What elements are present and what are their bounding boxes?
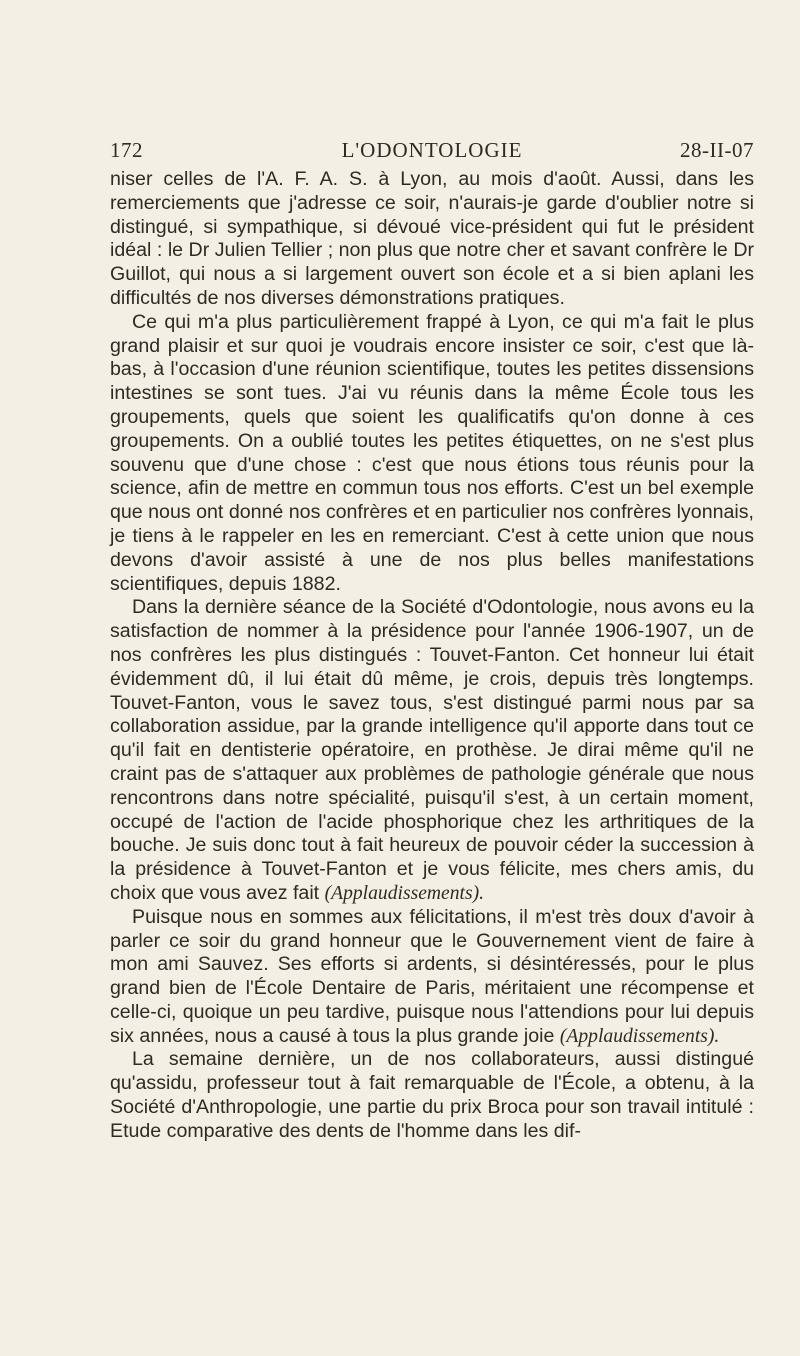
paragraph-2: [110, 311, 754, 597]
applause-note: (Applaudissements).: [324, 882, 485, 904]
paragraph-text: Ce qui m'a plus particulièrement frappé à Lyon, ce qui m'a fait le plus grand plaisir et sur quoi je voudrais encore insister ce soir, c'est que là-bas, à l'occasion d'une réunion scientifique, toutes les petites dissensions intestines se sont tues. J'ai vu réunis dans la même École tous les groupements, quels que soient les qualificatifs qu'on donne à ces groupements. On a oublié toutes les petites étiquettes, on ne s'est plus souvenu que d'une chose : c'est que nous étions tous réunis pour la science, afin de mettre en commun tous nos efforts. C'est un bel exemple que nous ont donné nos confrères et en particulier nos confrères lyonnais, je tiens à le rappeler en les en remerciant. C'est à cette union que nous devons d'avoir assisté à une de nos plus belles manifestations scientifiques, depuis 1882.: [110, 310, 754, 595]
paragraph-1: [110, 168, 754, 311]
issue-date: 28-II-07: [680, 138, 754, 162]
paragraph-4: [110, 906, 754, 1049]
paragraph-5: [110, 1048, 754, 1143]
paragraph-text: Puisque nous en sommes aux félicitations, il m'est très doux d'avoir à parler ce soir du grand honneur que le Gouvernement vient de faire à mon ami Sauvez. Ses efforts si ardents, si désintéressés, pour le plus grand bien de l'École Dentaire de Paris, méritaient une récompense et celle-ci, quoique un peu tardive, puisque nous l'attendions pour lui depuis six années, nous a causé à tous la plus grande joie: [110, 905, 754, 1047]
page-number: 172: [110, 138, 143, 162]
book-page: [110, 134, 754, 1274]
paragraph-text: niser celles de l'A. F. A. S. à Lyon, au mois d'août. Aussi, dans les remerciements que j'adresse ce soir, n'aurais-je garde d'oublier notre si distingué, si sympathique, si dévoué vice-président qui fut le président idéal : le Dr Julien Tellier ; non plus que notre cher et savant confrère le Dr Guillot, qui nous a si largement ouvert son école et a si bien aplani les difficultés de nos diverses démonstrations pratiques.: [110, 168, 754, 309]
journal-title: L'ODONTOLOGIE: [341, 138, 523, 162]
paragraph-text: La semaine dernière, un de nos collaborateurs, aussi distingué qu'assidu, professeur tout à fait remarquable de l'École, a obtenu, à la Société d'Anthropologie, une partie du prix Broca pour son travail intitulé : Etude comparative des dents de l'homme dans les dif-: [110, 1048, 754, 1142]
applause-note: (Applaudissements).: [559, 1025, 720, 1047]
paragraph-3: [110, 596, 754, 905]
body-text: [110, 168, 754, 1144]
paragraph-text: Dans la dernière séance de la Société d'Odontologie, nous avons eu la satisfaction de nommer à la présidence pour l'année 1906-1907, un de nos confrères les plus distingués : Touvet-Fanton. Cet honneur lui était évidemment dû, il lui était dû même, je crois, depuis très longtemps. Touvet-Fanton, vous le savez tous, s'est distingué parmi nous par sa collaboration assidue, par la grande intelligence qu'il apporte dans tout ce qu'il fait en dentisterie opératoire, en prothèse. Je dirai même qu'il ne craint pas de s'attaquer aux problèmes de pathologie générale que nous rencontrons dans notre spécialité, puisqu'il s'est, à un certain moment, occupé de l'action de l'acide phosphorique chez les arthritiques de la bouche. Je suis donc tout à fait heureux de pouvoir céder la succession à la présidence à Touvet-Fanton et je vous félicite, mes chers amis, du choix que vous avez fait: [110, 596, 754, 904]
running-head: [110, 134, 754, 168]
